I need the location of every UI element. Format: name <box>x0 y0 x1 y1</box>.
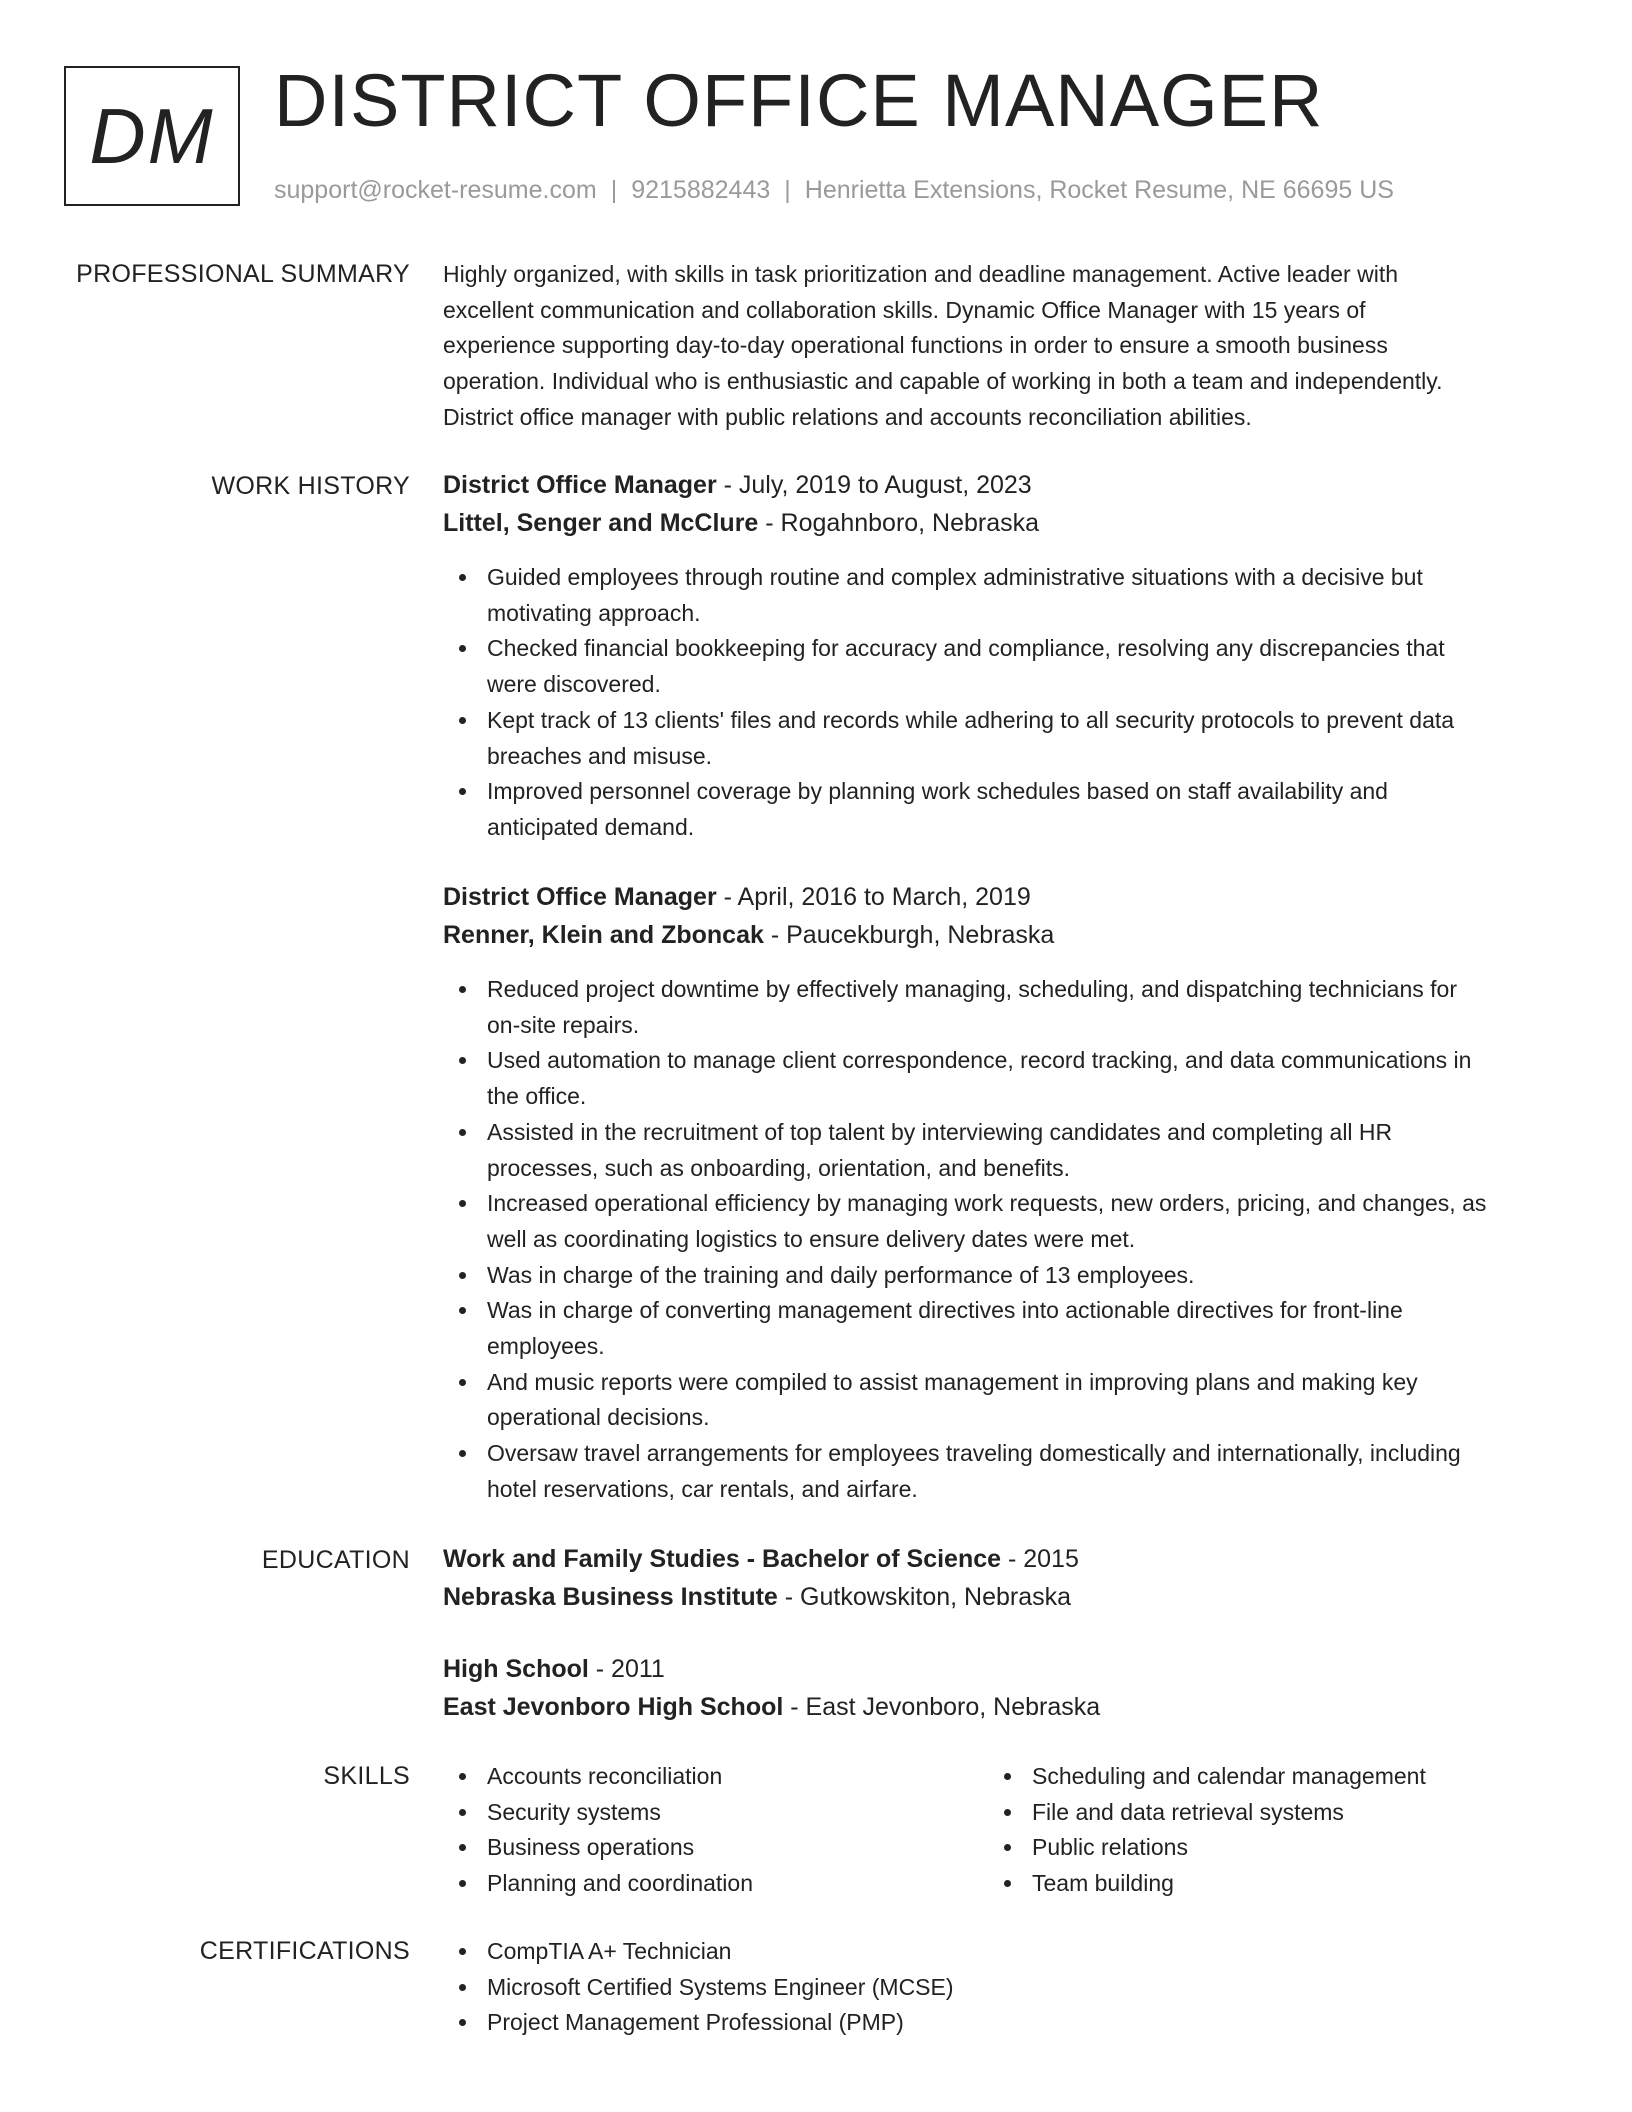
contact-separator: | <box>784 176 791 204</box>
school-location: - Gutkowskiton, Nebraska <box>777 1583 1072 1611</box>
skill-item: Planning and coordination <box>443 1866 988 1902</box>
job-dates: - April, 2016 to March, 2019 <box>716 883 1031 911</box>
school-location: - East Jevonboro, Nebraska <box>783 1693 1101 1721</box>
summary-line: District office manager with public relations and accounts reconciliation abilities. <box>443 403 1252 430</box>
job-bullets <box>443 972 1563 1508</box>
job-title-line <box>443 878 1563 916</box>
education-entry <box>443 1650 1563 1726</box>
list-item: Used automation to manage client correspondence, record tracking, and data communications in the office. <box>443 1043 1563 1114</box>
school: East Jevonboro High School <box>443 1693 784 1721</box>
contact-line <box>274 174 1394 206</box>
summary-line: excellent communication and collaboration skills. Dynamic Office Manager with 15 years of <box>443 296 1366 323</box>
section-label-skills: SKILLS <box>323 1762 410 1790</box>
summary-line: experience supporting day-to-day operational functions in order to ensure a smooth business <box>443 332 1388 359</box>
section-label-summary: PROFESSIONAL SUMMARY <box>76 260 410 288</box>
degree: Work and Family Studies - Bachelor of Science <box>443 1545 1002 1573</box>
list-item: Oversaw travel arrangements for employees traveling domestically and internationally, including hotel reservations, car rentals, and airfare. <box>443 1436 1563 1507</box>
skill-item: Public relations <box>988 1830 1533 1866</box>
list-item: Guided employees through routine and complex administrative situations with a decisive but motivating approach. <box>443 560 1563 631</box>
school: Nebraska Business Institute <box>443 1583 778 1611</box>
job-location: - Rogahnboro, Nebraska <box>758 509 1040 537</box>
job-title-line <box>443 466 1563 504</box>
certification-item: CompTIA A+ Technician <box>443 1934 1563 1970</box>
section-label-certifications: CERTIFICATIONS <box>199 1937 410 1965</box>
job-bullets <box>443 560 1563 846</box>
education-entry <box>443 1540 1563 1616</box>
contact-email[interactable]: support@rocket-resume.com <box>274 176 597 204</box>
section-label-education: EDUCATION <box>261 1546 410 1574</box>
skills-column-left <box>443 1759 988 1902</box>
list-item: Assisted in the recruitment of top talent by interviewing candidates and completing all HR processes, such as onboarding, orientation, and benefits. <box>443 1115 1563 1186</box>
skill-item: File and data retrieval systems <box>988 1795 1533 1831</box>
list-item: Was in charge of the training and daily performance of 13 employees. <box>443 1258 1563 1294</box>
degree-year: - 2015 <box>1001 1545 1079 1573</box>
summary-line: operation. Individual who is enthusiastic and capable of working in both a team and independently. <box>443 368 1443 395</box>
job-company-line <box>443 504 1563 542</box>
list-item: And music reports were compiled to assist management in improving plans and making key operational decisions. <box>443 1365 1563 1436</box>
list-item: Reduced project downtime by effectively managing, scheduling, and dispatching technicians for on-site repairs. <box>443 972 1563 1043</box>
summary-section <box>443 257 1563 436</box>
skill-item: Team building <box>988 1866 1533 1902</box>
skill-item: Security systems <box>443 1795 988 1831</box>
job-title: District Office Manager <box>443 883 717 911</box>
section-label-work: WORK HISTORY <box>211 472 410 500</box>
certification-item: Project Management Professional (PMP) <box>443 2005 1563 2041</box>
contact-separator: | <box>610 176 618 204</box>
degree: High School <box>443 1655 589 1683</box>
list-item: Improved personnel coverage by planning work schedules based on staff availability and anticipated demand. <box>443 774 1563 845</box>
job-entry <box>443 878 1563 954</box>
list-item: Checked financial bookkeeping for accuracy and compliance, resolving any discrepancies that were discovered. <box>443 631 1563 702</box>
skill-item: Business operations <box>443 1830 988 1866</box>
summary-line: Highly organized, with skills in task prioritization and deadline management. Active leader with <box>443 261 1398 287</box>
skills-column-right <box>988 1759 1533 1902</box>
degree-year: - 2011 <box>588 1655 665 1683</box>
contact-phone[interactable]: 9215882443 <box>631 176 771 204</box>
skills-section <box>443 1759 1563 1902</box>
job-entry <box>443 466 1563 542</box>
job-dates: - July, 2019 to August, 2023 <box>716 471 1032 499</box>
contact-address: Henrietta Extensions, Rocket Resume, NE 66695 US <box>804 176 1394 204</box>
certification-item: Microsoft Certified Systems Engineer (MCSE) <box>443 1970 1563 2006</box>
job-company: Renner, Klein and Zboncak <box>443 921 764 949</box>
list-item: Increased operational efficiency by managing work requests, new orders, pricing, and changes, as well as coordinating logistics to ensure delivery dates were met. <box>443 1186 1563 1257</box>
list-item: Kept track of 13 clients' files and records while adhering to all security protocols to prevent data breaches and misuse. <box>443 703 1563 774</box>
page-title: DISTRICT OFFICE MANAGER <box>274 59 1324 142</box>
job-title: District Office Manager <box>443 471 717 499</box>
job-company: Littel, Senger and McClure <box>443 509 759 537</box>
skill-item: Accounts reconciliation <box>443 1759 988 1795</box>
skill-item: Scheduling and calendar management <box>988 1759 1533 1795</box>
monogram: DM <box>64 66 240 206</box>
job-company-line <box>443 916 1563 954</box>
list-item: Was in charge of converting management directives into actionable directives for front-line employees. <box>443 1293 1563 1364</box>
certifications-list <box>443 1934 1563 2041</box>
job-location: - Paucekburgh, Nebraska <box>763 921 1055 949</box>
